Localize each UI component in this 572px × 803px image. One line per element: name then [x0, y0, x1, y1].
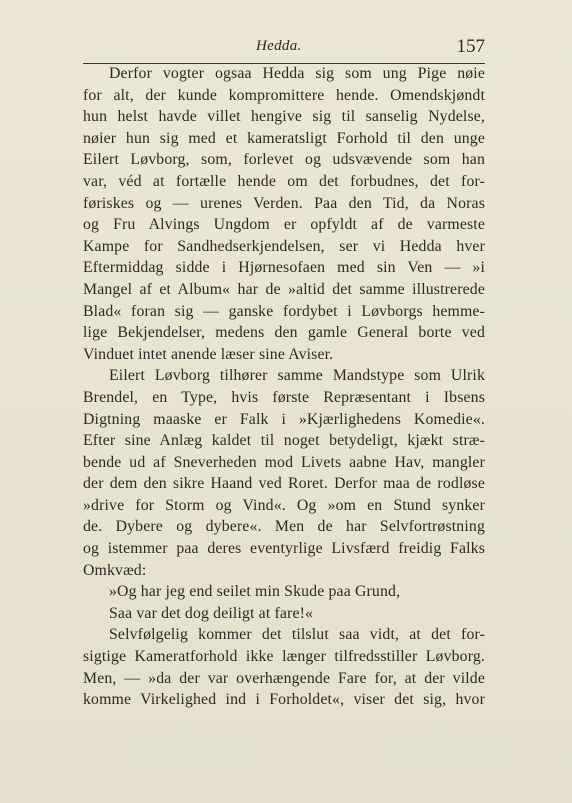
page-number: 157 — [456, 36, 485, 57]
text-line: og Fru Alvings Ungdom er opfyldt af de varmeste — [83, 216, 485, 234]
text-line: var, véd at fortælle hende om det forbudnes, det for- — [83, 172, 485, 190]
text-line: »drive for Storm og Vind«. Og »om en Stund synker — [83, 496, 485, 514]
text-line: sigtige Kameratforhold ikke længer tilfredsstiller Løvborg. — [83, 648, 485, 666]
text-line: Brendel, en Type, hvis første Repræsentant i Ibsens — [83, 388, 485, 406]
text-line: Eilert Løvborg tilhører samme Mandstype som Ulrik — [109, 367, 485, 385]
text-line: bende ud af Sneverheden mod Livets aabne Hav, mangler — [83, 453, 485, 471]
text-line: hun helst havde villet hengive sig til sanselig Nydelse, — [83, 108, 485, 126]
text-line: og istemmer paa deres eventyrlige Livsfærd freidig Falks — [83, 540, 485, 558]
text-line: Efter sine Anlæg kaldet til noget betydeligt, kjækt stræ- — [83, 432, 485, 450]
text-line: Omkvæd: — [83, 561, 147, 579]
text-line: føriskes og — urenes Verden. Paa den Tid, da Noras — [83, 194, 485, 212]
verse-line: Saa var det dog deiligt at fare!« — [109, 604, 314, 622]
text-line: Digtning maaske er Falk i »Kjærlighedens Komedie«. — [83, 410, 485, 428]
text-line: Blad« foran sig — ganske fordybet i Løvborgs hemme- — [83, 302, 485, 320]
text-line: de. Dybere og dybere«. Men de har Selvfortrøstning — [83, 518, 485, 536]
text-line: Men, — »da der var overhængende Fare for, at der vilde — [83, 669, 485, 687]
body-text — [83, 63, 485, 711]
text-line: for alt, der kunde kompromittere hende. Omendskjøndt — [83, 86, 485, 104]
text-line: Eilert Løvborg, som, forlevet og udsvævende som han — [83, 151, 485, 169]
text-line: Vinduet intet anende læser sine Aviser. — [83, 345, 334, 363]
text-line: der dem den sikre Haand ved Roret. Derfor maa de rodløse — [83, 475, 485, 493]
running-head — [83, 30, 485, 64]
verse-line: »Og har jeg end seilet min Skude paa Grund, — [109, 583, 401, 601]
text-line: nøier hun sig med et kameratsligt Forhold til den unge — [83, 129, 485, 147]
running-title: Hedda. — [256, 38, 302, 54]
text-line: komme Virkelighed ind i Forholdet«, viser det sig, hvor — [83, 691, 485, 709]
text-line: Selvfølgelig kommer det tilslut saa vidt, at det for- — [109, 626, 485, 644]
text-line: lige Bekjendelser, medens den gamle General borte ved — [83, 324, 485, 342]
text-line: Mangel af et Album« har de »altid det samme illustrerede — [83, 280, 485, 298]
text-line: Eftermiddag sidde i Hjørnesofaen med sin Ven — »i — [83, 259, 485, 277]
text-line: Derfor vogter ogsaa Hedda sig som ung Pige nøie — [109, 65, 485, 82]
text-line: Kampe for Sandhedserkjendelsen, ser vi Hedda hver — [83, 237, 485, 255]
